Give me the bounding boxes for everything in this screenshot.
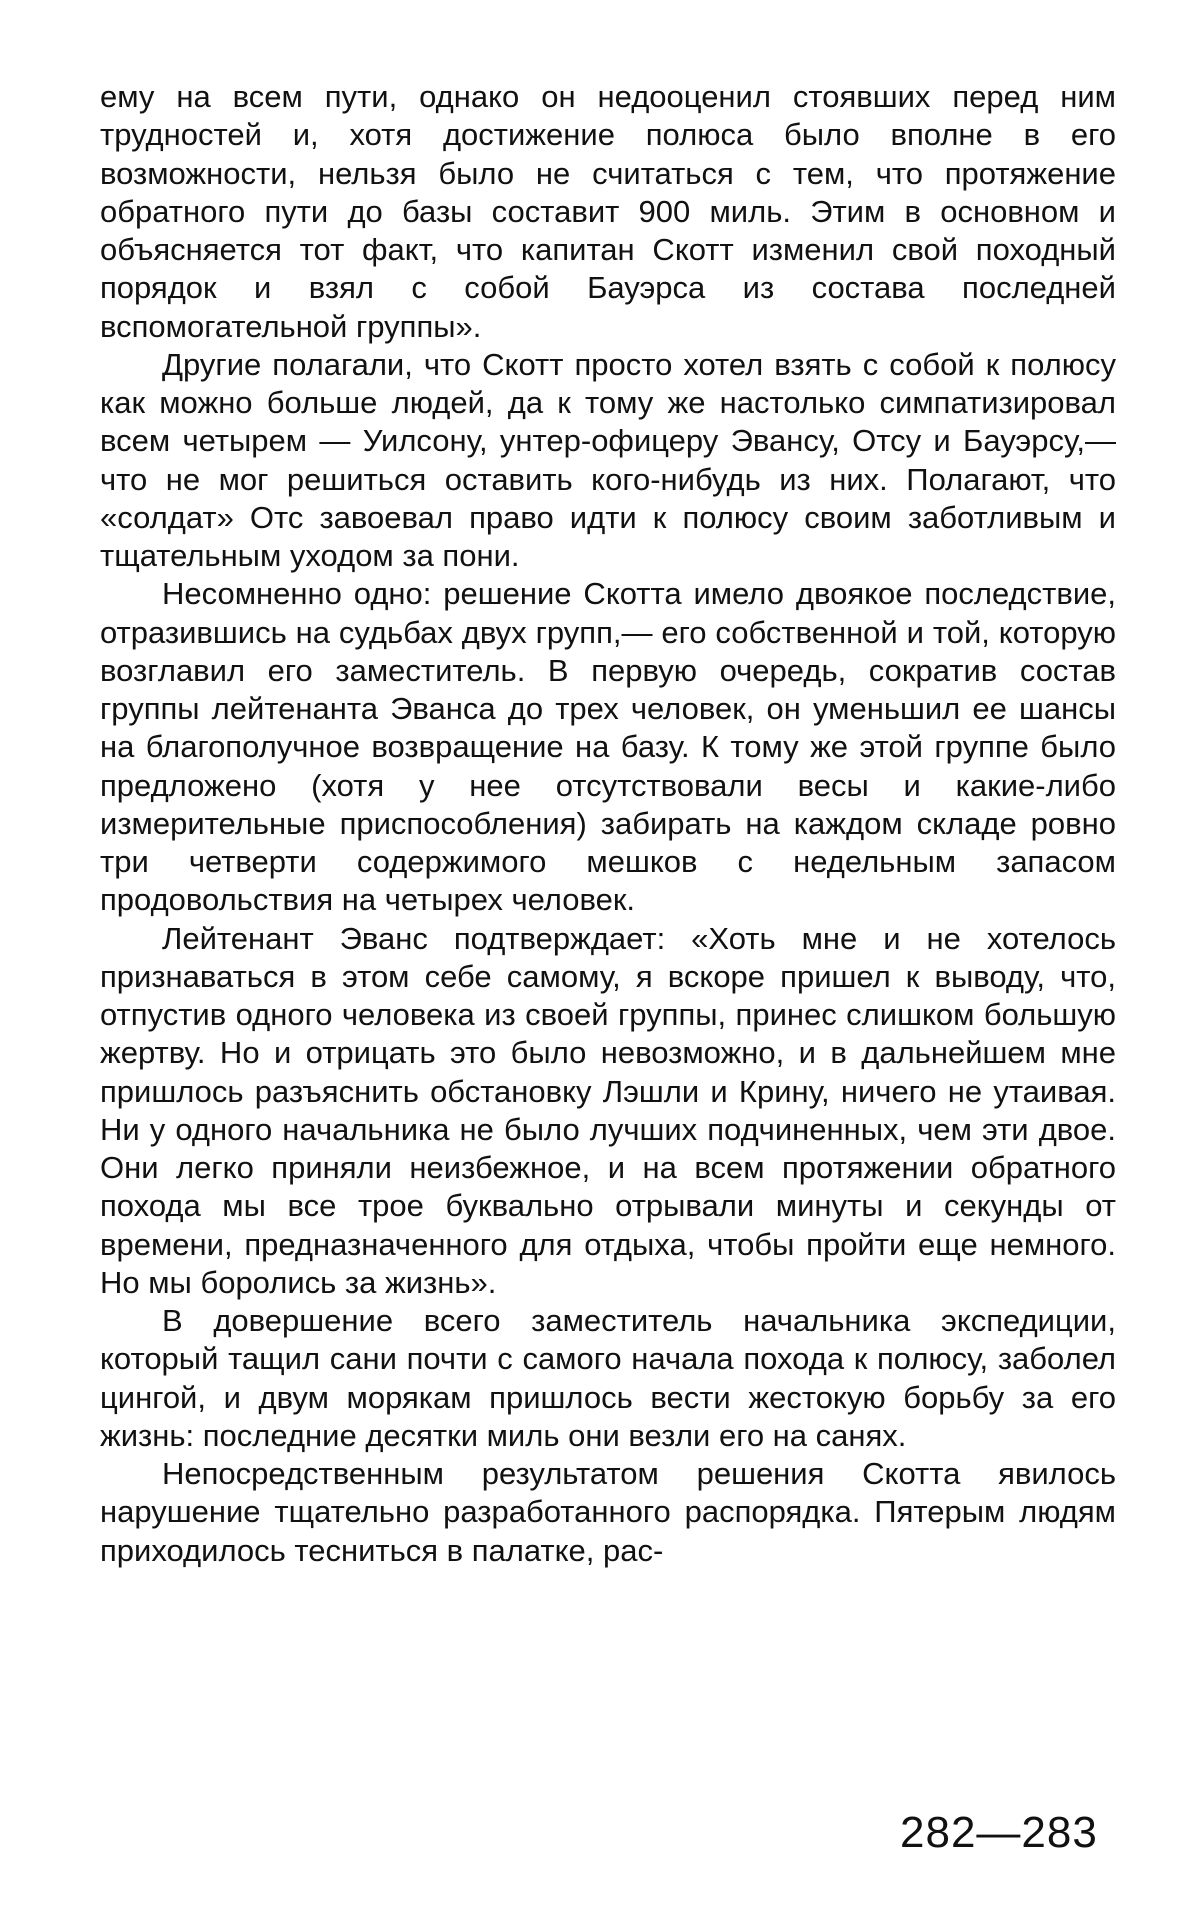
page-number: 282—283 [900,1808,1098,1857]
body-text [100,78,1116,1570]
paragraph-3: Несомненно одно: решение Скотта имело двоякое последствие, отразившись на судьбах двух групп,— его собственной и той, которую возглавил его заместитель. В первую очередь, сократив состав группы лейтенанта Эванса до трех человек, он уменьшил ее шансы на благополучное возвращение на базу. К тому же этой группе было предложено (хотя у нее отсутствовали весы и какие-либо измерительные приспособления) забирать на каждом складе ровно три четверти содержимого мешков с недельным запасом продовольствия на четырех человек. [100,576,1116,918]
paragraph-2: Другие полагали, что Скотт просто хотел взять с собой к полюсу как можно больше людей, да к тому же настолько симпатизировал всем четырем — Уилсону, унтер-офицеру Эвансу, Отсу и Бауэрсу,— что не мог решиться оставить кого-нибудь из них. Полагают, что «солдат» Отс завоевал право идти к полюсу своим заботливым и тщательным уходом за пони. [100,346,1116,573]
paragraph-5: В довершение всего заместитель начальника экспедиции, который тащил сани почти с самого начала похода к полюсу, заболел цингой, и двум морякам пришлось вести жестокую борьбу за его жизнь: последние десятки миль они везли его на санях. [100,1303,1116,1453]
paragraph-4: Лейтенант Эванс подтверждает: «Хоть мне и не хотелось признаваться в этом себе самому, я вскоре пришел к выводу, что, отпустив одного человека из своей группы, принес слишком большую жертву. Но и отрицать это было невозможно, и в дальнейшем мне пришлось разъяснить обстановку Лэшли и Крину, ничего не утаивая. Ни у одного начальника не было лучших подчиненных, чем эти двое. Они легко приняли неизбежное, и на всем протяжении обратного похода мы все трое буквально отрывали минуты и секунды от времени, предназначенного для отдыха, чтобы пройти еще немного. Но мы боролись за жизнь». [100,920,1116,1300]
paragraph-1: ему на всем пути, однако он недооценил стоявших перед ним трудностей и, хотя достижение полюса было вполне в его возможности, нельзя было не считаться с тем, что протяжение обратного пути до базы составит 900 миль. Этим в основном и объясняется тот факт, что капитан Скотт изменил свой походный порядок и взял с собой Бауэрса из состава последней вспомогательной группы». [100,79,1116,344]
paragraph-6: Непосредственным результатом решения Скотта явилось нарушение тщательно разработанного распорядка. Пятерым людям приходилось тесниться в палатке, рас- [100,1456,1116,1568]
